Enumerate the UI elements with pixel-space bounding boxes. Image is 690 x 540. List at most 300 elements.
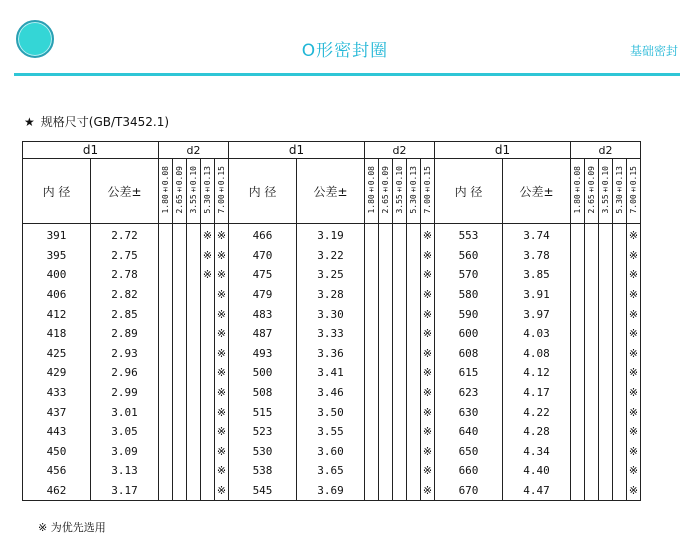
- preferred-mark-cell: [187, 246, 201, 266]
- tolerance-cell: 2.72: [91, 224, 159, 246]
- preferred-mark-cell: [159, 402, 173, 422]
- inner-diameter-cell: 466: [229, 224, 297, 246]
- preferred-mark-cell: [201, 481, 215, 501]
- inner-diameter-cell: 391: [23, 224, 91, 246]
- tolerance-cell: 3.78: [503, 246, 571, 266]
- preferred-mark-cell: ※: [627, 285, 641, 305]
- preferred-mark-cell: [571, 285, 585, 305]
- preferred-mark-cell: [613, 402, 627, 422]
- preferred-mark-cell: [173, 304, 187, 324]
- preferred-mark-cell: [613, 461, 627, 481]
- tolerance-cell: 2.78: [91, 265, 159, 285]
- preferred-mark-cell: [599, 442, 613, 462]
- inner-diameter-cell: 479: [229, 285, 297, 305]
- preferred-mark-cell: [379, 481, 393, 501]
- preferred-mark-cell: [613, 304, 627, 324]
- preferred-mark-cell: [187, 224, 201, 246]
- inner-diameter-cell: 530: [229, 442, 297, 462]
- header-divider: [14, 73, 680, 76]
- preferred-mark-cell: [599, 402, 613, 422]
- preferred-mark-cell: ※: [201, 224, 215, 246]
- preferred-mark-cell: [393, 461, 407, 481]
- tolerance-header: 公差±: [503, 159, 571, 224]
- inner-diameter-cell: 538: [229, 461, 297, 481]
- preferred-mark-cell: [159, 246, 173, 266]
- table-row: [23, 422, 641, 442]
- preferred-mark-cell: ※: [215, 324, 229, 344]
- preferred-mark-cell: [379, 363, 393, 383]
- preferred-mark-cell: [365, 324, 379, 344]
- preferred-mark-cell: [379, 246, 393, 266]
- tolerance-cell: 3.30: [297, 304, 365, 324]
- preferred-mark-cell: [599, 383, 613, 403]
- preferred-mark-cell: [365, 422, 379, 442]
- preferred-mark-cell: [393, 422, 407, 442]
- preferred-mark-cell: ※: [421, 383, 435, 403]
- d2-size-label: 1.80±0.08: [161, 166, 170, 214]
- preferred-mark-cell: ※: [627, 402, 641, 422]
- preferred-mark-cell: [201, 285, 215, 305]
- preferred-mark-cell: [393, 285, 407, 305]
- inner-diameter-cell: 553: [435, 224, 503, 246]
- preferred-mark-cell: ※: [421, 422, 435, 442]
- table-row: [23, 324, 641, 344]
- preferred-mark-cell: [585, 402, 599, 422]
- preferred-mark-cell: ※: [215, 265, 229, 285]
- preferred-mark-cell: [365, 442, 379, 462]
- preferred-mark-cell: ※: [421, 246, 435, 266]
- d1-header: d1: [229, 142, 365, 159]
- preferred-mark-cell: ※: [201, 246, 215, 266]
- tolerance-cell: 3.36: [297, 344, 365, 364]
- tolerance-cell: 2.89: [91, 324, 159, 344]
- inner-diameter-cell: 670: [435, 481, 503, 501]
- preferred-mark-cell: ※: [215, 442, 229, 462]
- preferred-mark-cell: [571, 402, 585, 422]
- preferred-mark-cell: ※: [421, 224, 435, 246]
- tolerance-cell: 2.75: [91, 246, 159, 266]
- tolerance-cell: 3.25: [297, 265, 365, 285]
- d2-size-label: 3.55±0.10: [189, 166, 198, 214]
- preferred-mark-cell: [571, 442, 585, 462]
- tolerance-cell: 3.28: [297, 285, 365, 305]
- table-row: [23, 481, 641, 501]
- d2-size-header: [379, 159, 393, 224]
- tolerance-cell: 4.34: [503, 442, 571, 462]
- d2-size-label: 1.80±0.08: [573, 166, 582, 214]
- preferred-mark-cell: [571, 265, 585, 285]
- preferred-mark-cell: [173, 224, 187, 246]
- table-row: [23, 265, 641, 285]
- preferred-mark-cell: [173, 265, 187, 285]
- preferred-mark-cell: ※: [215, 402, 229, 422]
- preferred-mark-cell: [365, 402, 379, 422]
- tolerance-cell: 3.09: [91, 442, 159, 462]
- preferred-mark-cell: ※: [215, 224, 229, 246]
- tolerance-cell: 3.19: [297, 224, 365, 246]
- preferred-mark-cell: [201, 383, 215, 403]
- inner-diameter-cell: 580: [435, 285, 503, 305]
- preferred-mark-cell: [173, 461, 187, 481]
- preferred-mark-cell: [613, 481, 627, 501]
- table-row: [23, 246, 641, 266]
- preferred-mark-cell: ※: [421, 363, 435, 383]
- preferred-mark-cell: [365, 383, 379, 403]
- preferred-mark-cell: [585, 481, 599, 501]
- inner-diameter-cell: 623: [435, 383, 503, 403]
- tolerance-cell: 3.33: [297, 324, 365, 344]
- preferred-mark-cell: [599, 363, 613, 383]
- preferred-mark-cell: [379, 265, 393, 285]
- preferred-mark-cell: [187, 383, 201, 403]
- preferred-mark-cell: [159, 344, 173, 364]
- preferred-mark-cell: [407, 481, 421, 501]
- inner-diameter-cell: 406: [23, 285, 91, 305]
- tolerance-cell: 2.85: [91, 304, 159, 324]
- preferred-mark-cell: [599, 324, 613, 344]
- preferred-mark-cell: [187, 324, 201, 344]
- d2-size-header: [393, 159, 407, 224]
- preferred-mark-cell: [187, 344, 201, 364]
- d2-size-label: 3.55±0.10: [395, 166, 404, 214]
- d1-header: d1: [435, 142, 571, 159]
- preferred-mark-cell: [173, 481, 187, 501]
- d2-size-header: [407, 159, 421, 224]
- table-row: [23, 304, 641, 324]
- preferred-mark-cell: [585, 224, 599, 246]
- tolerance-cell: 4.22: [503, 402, 571, 422]
- preferred-mark-cell: [159, 461, 173, 481]
- tolerance-cell: 3.60: [297, 442, 365, 462]
- preferred-mark-cell: ※: [627, 246, 641, 266]
- preferred-mark-cell: ※: [627, 304, 641, 324]
- preferred-mark-cell: [159, 481, 173, 501]
- preferred-mark-cell: [365, 246, 379, 266]
- tolerance-cell: 3.41: [297, 363, 365, 383]
- inner-diameter-header: 内 径: [23, 159, 91, 224]
- tolerance-cell: 4.28: [503, 422, 571, 442]
- preferred-mark-cell: [407, 422, 421, 442]
- preferred-mark-cell: [365, 304, 379, 324]
- preferred-mark-cell: ※: [215, 246, 229, 266]
- preferred-mark-cell: [187, 363, 201, 383]
- d2-size-header: [159, 159, 173, 224]
- preferred-mark-cell: [571, 304, 585, 324]
- preferred-mark-cell: [585, 461, 599, 481]
- preferred-mark-cell: [585, 265, 599, 285]
- preferred-mark-cell: [379, 402, 393, 422]
- d2-size-header: [571, 159, 585, 224]
- preferred-mark-cell: [599, 461, 613, 481]
- preferred-mark-cell: [159, 265, 173, 285]
- size-table: [22, 141, 641, 501]
- preferred-mark-cell: [407, 383, 421, 403]
- d2-size-label: 2.65±0.09: [587, 166, 596, 214]
- inner-diameter-cell: 500: [229, 363, 297, 383]
- d2-size-label: 5.30±0.13: [409, 166, 418, 214]
- inner-diameter-cell: 515: [229, 402, 297, 422]
- d2-size-header: [365, 159, 379, 224]
- table-caption: [24, 113, 169, 130]
- d2-size-label: 2.65±0.09: [381, 166, 390, 214]
- preferred-mark-cell: [159, 224, 173, 246]
- d1-header: d1: [23, 142, 159, 159]
- preferred-mark-cell: ※: [421, 304, 435, 324]
- preferred-mark-cell: [599, 422, 613, 442]
- tolerance-cell: 4.08: [503, 344, 571, 364]
- tolerance-cell: 3.46: [297, 383, 365, 403]
- preferred-mark-cell: [365, 285, 379, 305]
- preferred-mark-cell: [599, 481, 613, 501]
- d2-size-header: [599, 159, 613, 224]
- d2-size-label: 7.00±0.15: [217, 166, 226, 214]
- preferred-mark-cell: [201, 344, 215, 364]
- preferred-mark-cell: [571, 422, 585, 442]
- tolerance-cell: 2.82: [91, 285, 159, 305]
- inner-diameter-cell: 560: [435, 246, 503, 266]
- inner-diameter-cell: 590: [435, 304, 503, 324]
- preferred-mark-cell: [159, 383, 173, 403]
- preferred-mark-cell: [201, 324, 215, 344]
- tolerance-cell: 3.13: [91, 461, 159, 481]
- inner-diameter-cell: 608: [435, 344, 503, 364]
- preferred-mark-cell: [571, 481, 585, 501]
- preferred-mark-cell: [393, 363, 407, 383]
- table-row: [23, 402, 641, 422]
- inner-diameter-cell: 630: [435, 402, 503, 422]
- d2-size-header: [173, 159, 187, 224]
- preferred-mark-cell: [613, 265, 627, 285]
- preferred-mark-cell: ※: [627, 422, 641, 442]
- table-row: [23, 383, 641, 403]
- d2-size-label: 5.30±0.13: [203, 166, 212, 214]
- preferred-mark-cell: ※: [421, 344, 435, 364]
- preferred-mark-cell: [201, 363, 215, 383]
- table-row: [23, 285, 641, 305]
- inner-diameter-cell: 487: [229, 324, 297, 344]
- star-icon: ★: [24, 115, 35, 129]
- preferred-mark-cell: [613, 442, 627, 462]
- inner-diameter-cell: 400: [23, 265, 91, 285]
- preferred-mark-cell: ※: [627, 324, 641, 344]
- tolerance-cell: 3.05: [91, 422, 159, 442]
- tolerance-cell: 3.55: [297, 422, 365, 442]
- d2-size-header: [201, 159, 215, 224]
- preferred-mark-cell: [613, 324, 627, 344]
- inner-diameter-cell: 615: [435, 363, 503, 383]
- preferred-mark-cell: [407, 285, 421, 305]
- preferred-mark-cell: [571, 363, 585, 383]
- preferred-mark-cell: [365, 344, 379, 364]
- preferred-mark-cell: [365, 461, 379, 481]
- preferred-mark-cell: [201, 402, 215, 422]
- preferred-mark-cell: [159, 304, 173, 324]
- tolerance-cell: 2.96: [91, 363, 159, 383]
- preferred-mark-cell: [379, 304, 393, 324]
- preferred-mark-cell: [585, 442, 599, 462]
- preferred-mark-cell: [379, 285, 393, 305]
- preferred-mark-cell: ※: [215, 344, 229, 364]
- preferred-mark-cell: [407, 304, 421, 324]
- preferred-mark-cell: [599, 285, 613, 305]
- preferred-mark-cell: ※: [627, 224, 641, 246]
- table-row: [23, 363, 641, 383]
- preferred-mark-cell: [613, 285, 627, 305]
- preferred-mark-cell: [571, 344, 585, 364]
- tolerance-cell: 3.01: [91, 402, 159, 422]
- inner-diameter-cell: 650: [435, 442, 503, 462]
- inner-diameter-cell: 600: [435, 324, 503, 344]
- inner-diameter-cell: 443: [23, 422, 91, 442]
- inner-diameter-cell: 429: [23, 363, 91, 383]
- preferred-mark-cell: [613, 246, 627, 266]
- preferred-mark-cell: [365, 265, 379, 285]
- tolerance-cell: 2.99: [91, 383, 159, 403]
- inner-diameter-cell: 508: [229, 383, 297, 403]
- preferred-mark-cell: [585, 344, 599, 364]
- inner-diameter-cell: 483: [229, 304, 297, 324]
- preferred-mark-cell: [407, 402, 421, 422]
- section-label: 基础密封: [629, 44, 678, 58]
- inner-diameter-cell: 425: [23, 344, 91, 364]
- preferred-mark-cell: [599, 246, 613, 266]
- inner-diameter-header: 内 径: [229, 159, 297, 224]
- d2-size-header: [613, 159, 627, 224]
- preferred-mark-cell: [159, 324, 173, 344]
- preferred-mark-cell: [173, 442, 187, 462]
- preferred-mark-cell: ※: [627, 265, 641, 285]
- preferred-mark-cell: ※: [215, 383, 229, 403]
- preferred-mark-cell: [393, 304, 407, 324]
- preferred-mark-cell: [585, 304, 599, 324]
- tolerance-cell: 4.12: [503, 363, 571, 383]
- preferred-mark-cell: [393, 265, 407, 285]
- preferred-mark-cell: [393, 481, 407, 501]
- preferred-mark-cell: [393, 402, 407, 422]
- preferred-mark-cell: [613, 224, 627, 246]
- preferred-mark-cell: [159, 422, 173, 442]
- inner-diameter-cell: 523: [229, 422, 297, 442]
- inner-diameter-cell: 412: [23, 304, 91, 324]
- preferred-mark-cell: [407, 442, 421, 462]
- preferred-mark-cell: [173, 363, 187, 383]
- preferred-mark-cell: [201, 461, 215, 481]
- d2-size-header: [187, 159, 201, 224]
- preferred-mark-cell: ※: [421, 461, 435, 481]
- preferred-mark-cell: ※: [215, 285, 229, 305]
- preferred-mark-cell: ※: [627, 461, 641, 481]
- table-row: [23, 442, 641, 462]
- d2-size-header: [585, 159, 599, 224]
- preferred-mark-cell: [613, 344, 627, 364]
- preferred-mark-cell: [613, 363, 627, 383]
- inner-diameter-cell: 437: [23, 402, 91, 422]
- preferred-mark-cell: ※: [201, 265, 215, 285]
- preferred-mark-cell: ※: [627, 383, 641, 403]
- preferred-mark-cell: [393, 324, 407, 344]
- inner-diameter-cell: 456: [23, 461, 91, 481]
- preferred-mark-cell: ※: [215, 304, 229, 324]
- tolerance-cell: 3.69: [297, 481, 365, 501]
- preferred-mark-cell: [187, 304, 201, 324]
- inner-diameter-cell: 462: [23, 481, 91, 501]
- preferred-mark-cell: [571, 224, 585, 246]
- tolerance-cell: 3.65: [297, 461, 365, 481]
- d2-header: d2: [159, 142, 229, 159]
- preferred-mark-cell: [173, 402, 187, 422]
- preferred-mark-cell: [187, 481, 201, 501]
- preferred-mark-cell: ※: [421, 442, 435, 462]
- preferred-mark-cell: [187, 442, 201, 462]
- inner-diameter-cell: 475: [229, 265, 297, 285]
- d2-size-header: [421, 159, 435, 224]
- tolerance-header: 公差±: [297, 159, 365, 224]
- preferred-mark-cell: ※: [627, 363, 641, 383]
- preferred-mark-cell: ※: [627, 344, 641, 364]
- preferred-mark-cell: [159, 285, 173, 305]
- preferred-mark-cell: [393, 224, 407, 246]
- tolerance-cell: 3.97: [503, 304, 571, 324]
- tolerance-cell: 4.17: [503, 383, 571, 403]
- tolerance-cell: 3.91: [503, 285, 571, 305]
- inner-diameter-cell: 395: [23, 246, 91, 266]
- preferred-mark-cell: [379, 422, 393, 442]
- d2-size-label: 2.65±0.09: [175, 166, 184, 214]
- d2-size-header: [627, 159, 641, 224]
- inner-diameter-cell: 433: [23, 383, 91, 403]
- d2-size-label: 5.30±0.13: [615, 166, 624, 214]
- preferred-mark-cell: [379, 442, 393, 462]
- d2-size-label: 7.00±0.15: [423, 166, 432, 214]
- preferred-mark-cell: [173, 422, 187, 442]
- tolerance-cell: 4.03: [503, 324, 571, 344]
- preferred-mark-cell: [585, 383, 599, 403]
- preferred-mark-cell: [585, 324, 599, 344]
- preferred-mark-cell: ※: [421, 285, 435, 305]
- page-title: O形密封圈: [301, 41, 389, 61]
- inner-diameter-cell: 570: [435, 265, 503, 285]
- caption-text: 规格尺寸(GB/T3452.1): [40, 115, 170, 129]
- tolerance-cell: 3.50: [297, 402, 365, 422]
- preferred-mark-cell: [173, 344, 187, 364]
- tolerance-cell: 2.93: [91, 344, 159, 364]
- preferred-mark-cell: [379, 344, 393, 364]
- preferred-mark-cell: [159, 363, 173, 383]
- preferred-mark-cell: [173, 246, 187, 266]
- d2-header: d2: [365, 142, 435, 159]
- preferred-mark-cell: [585, 422, 599, 442]
- inner-diameter-cell: 660: [435, 461, 503, 481]
- preferred-mark-cell: [201, 422, 215, 442]
- preferred-mark-cell: ※: [421, 265, 435, 285]
- preferred-mark-cell: [407, 363, 421, 383]
- preferred-mark-cell: [393, 344, 407, 364]
- preferred-mark-cell: [365, 363, 379, 383]
- preferred-mark-cell: [571, 324, 585, 344]
- preferred-mark-cell: [585, 285, 599, 305]
- d2-size-label: 1.80±0.08: [367, 166, 376, 214]
- d2-header: d2: [571, 142, 641, 159]
- preferred-mark-cell: [571, 246, 585, 266]
- preferred-mark-cell: [571, 383, 585, 403]
- preferred-mark-cell: [187, 461, 201, 481]
- inner-diameter-cell: 470: [229, 246, 297, 266]
- preferred-mark-cell: [187, 285, 201, 305]
- preferred-mark-cell: ※: [215, 461, 229, 481]
- preferred-mark-cell: [173, 383, 187, 403]
- preferred-mark-cell: [365, 224, 379, 246]
- tolerance-cell: 3.17: [91, 481, 159, 501]
